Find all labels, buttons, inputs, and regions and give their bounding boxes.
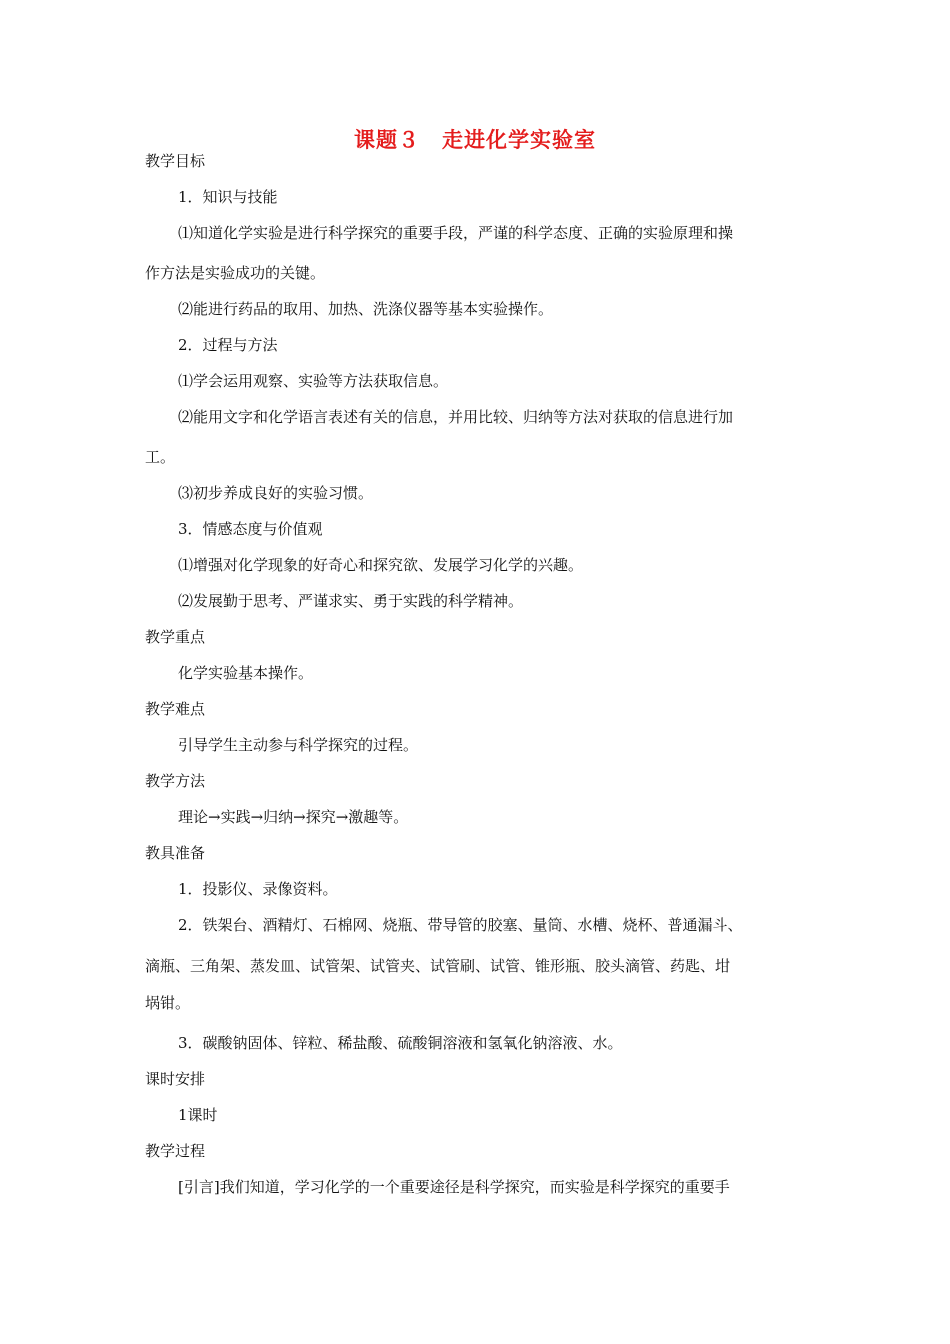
paragraph-line: 埚钳。 [145, 994, 191, 1012]
paragraph-line: 滴瓶、三角架、蒸发皿、试管架、试管夹、试管刷、试管、锥形瓶、胶头滴管、药匙、坩 [145, 957, 731, 975]
paragraph-line: 3．碳酸钠固体、锌粒、稀盐酸、硫酸铜溶液和氢氧化钠溶液、水。 [178, 1034, 623, 1052]
subheading-process: 2．过程与方法 [178, 336, 278, 354]
section-heading-schedule: 课时安排 [145, 1070, 206, 1088]
section-heading-difficulties: 教学难点 [145, 700, 206, 718]
subheading-knowledge: 1．知识与技能 [178, 188, 278, 206]
section-heading-objectives: 教学目标 [145, 152, 206, 170]
paragraph-line: ⑶初步养成良好的实验习惯。 [178, 484, 374, 502]
paragraph-line: [引言]我们知道，学习化学的一个重要途径是科学探究，而实验是科学探究的重要手 [178, 1178, 730, 1196]
section-heading-process: 教学过程 [145, 1142, 206, 1160]
paragraph-line: 化学实验基本操作。 [178, 664, 314, 682]
paragraph-line: 工。 [145, 448, 176, 466]
paragraph-line: ⑴学会运用观察、实验等方法获取信息。 [178, 372, 449, 390]
paragraph-line: 引导学生主动参与科学探究的过程。 [178, 736, 419, 754]
paragraph-line: ⑴知道化学实验是进行科学探究的重要手段，严谨的科学态度、正确的实验原理和操 [178, 224, 734, 242]
paragraph-line: 作方法是实验成功的关键。 [145, 264, 326, 282]
paragraph-line: ⑴增强对化学现象的好奇心和探究欲、发展学习化学的兴趣。 [178, 556, 584, 574]
paragraph-line: ⑵发展勤于思考、严谨求实、勇于实践的科学精神。 [178, 592, 524, 610]
paragraph-line: 1课时 [178, 1106, 218, 1124]
paragraph-line: ⑵能用文字和化学语言表述有关的信息，并用比较、归纳等方法对获取的信息进行加 [178, 408, 734, 426]
document-title: 课题３ 走进化学实验室 [354, 128, 596, 152]
section-heading-key-points: 教学重点 [145, 628, 206, 646]
paragraph-line: 1．投影仪、录像资料。 [178, 880, 338, 898]
section-heading-materials: 教具准备 [145, 844, 206, 862]
section-heading-methods: 教学方法 [145, 772, 206, 790]
subheading-attitude: 3．情感态度与价值观 [178, 520, 323, 538]
paragraph-line: ⑵能进行药品的取用、加热、洗涤仪器等基本实验操作。 [178, 300, 554, 318]
paragraph-line: 理论→实践→归纳→探究→激趣等。 [178, 808, 409, 826]
paragraph-line: 2．铁架台、酒精灯、石棉网、烧瓶、带导管的胶塞、量筒、水槽、烧杯、普通漏斗、 [178, 916, 743, 934]
